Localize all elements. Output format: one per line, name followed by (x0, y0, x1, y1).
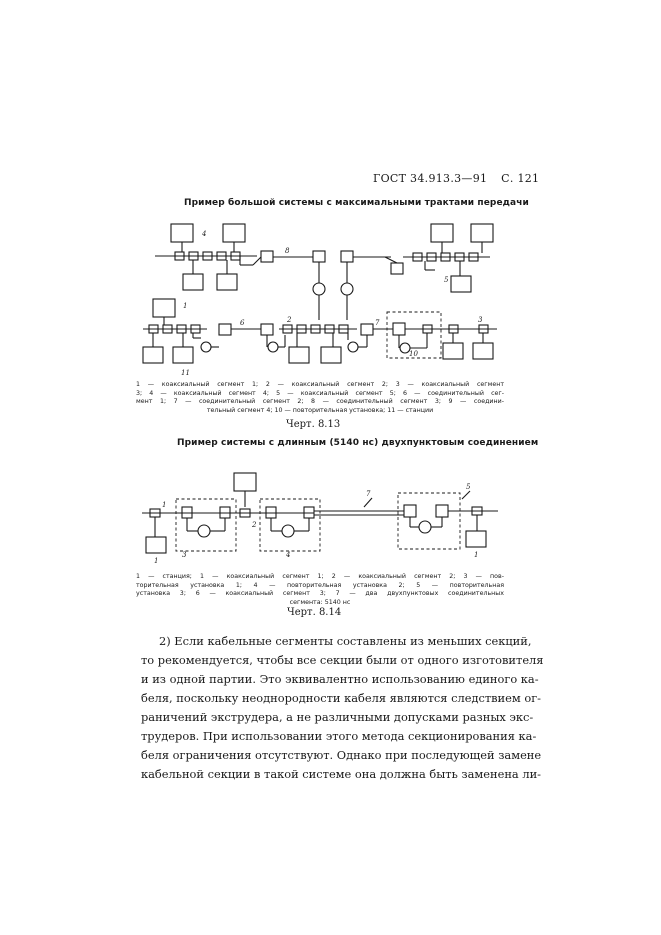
station-box (223, 224, 245, 242)
svg-text:3: 3 (478, 316, 483, 324)
standard-number: ГОСТ 34.913.3—91 (373, 172, 488, 185)
svg-text:7: 7 (375, 319, 380, 327)
svg-text:1: 1 (474, 551, 479, 559)
svg-text:7: 7 (366, 490, 371, 498)
station-box (183, 274, 203, 290)
station-box (451, 276, 471, 292)
repeater-box (261, 324, 273, 335)
caption-line: 3; 4 — коаксиальный сегмент 4; 5 — коаксиальный сегмент 5; 6 — соединительный сег- (136, 389, 504, 397)
caption-line: мент 1; 7 — соединительный сегмент 2; 8 — соединительный сегмент 3; 9 — соедини- (136, 398, 504, 406)
body-line: 2) Если кабельные сегменты составлены из меньших секций, (159, 634, 532, 648)
figure-8-13-title: Пример большой системы с максимальными трактами передачи (184, 198, 529, 208)
station-box (431, 224, 453, 242)
figure-8-14-caption (136, 573, 504, 607)
svg-text:1: 1 (154, 557, 159, 565)
svg-text:11: 11 (181, 369, 190, 377)
svg-text:4: 4 (286, 551, 291, 559)
station-box (234, 473, 256, 491)
station-box (217, 274, 237, 290)
caption-line: установка 3; 6 — коаксиальный сегмент 3; 7 — два двухпунктовых соединительных (136, 590, 504, 598)
station-box (153, 299, 175, 317)
svg-text:8: 8 (285, 247, 290, 255)
station-box (473, 343, 493, 359)
repeater-box (219, 324, 231, 335)
svg-text:3: 3 (182, 551, 187, 559)
station-box (321, 347, 341, 363)
station-box (466, 531, 486, 547)
station-box (289, 347, 309, 363)
svg-text:6: 6 (240, 319, 245, 327)
figure-8-14-diagram (136, 471, 506, 571)
repeater-box (436, 505, 448, 517)
svg-text:2: 2 (287, 316, 292, 324)
station-box (173, 347, 193, 363)
repeater-box (361, 324, 373, 335)
repeater-box (393, 323, 405, 335)
body-line: и из одной партии. Это эквивалентно использованию единого ка- (141, 672, 539, 686)
figure-8-14-title: Пример системы с длинным (5140 нс) двухпунктовым соединением (177, 438, 539, 448)
svg-text:1: 1 (162, 501, 167, 509)
svg-text:1: 1 (183, 302, 188, 310)
body-line: беля, поскольку неоднородности кабеля являются следствием ог- (141, 691, 542, 705)
page-number: С. 121 (501, 172, 540, 185)
figure-8-13-caption (136, 381, 504, 415)
body-line: то рекомендуется, чтобы все секции были от одного изготовителя (141, 653, 544, 667)
figure-8-13-label: Черт. 8.13 (286, 419, 341, 430)
repeater-box (404, 505, 416, 517)
svg-text:5: 5 (444, 276, 449, 284)
caption-line: 1 — станция; 1 — коаксиальный сегмент 1; 2 — коаксиальный сегмент 2; 3 — пов- (136, 573, 504, 580)
figure-8-14-label: Черт. 8.14 (287, 607, 342, 618)
repeater-box (313, 251, 325, 262)
svg-text:2: 2 (252, 521, 257, 529)
repeater-block (398, 493, 460, 549)
station-box (143, 347, 163, 363)
repeater-box (341, 251, 353, 262)
caption-line: тельный сегмент 4; 10 — повторительная установка; 11 — станции (206, 406, 434, 414)
repeater-box (391, 263, 403, 274)
page-header (373, 172, 549, 185)
body-line: беля ограничения отсутствуют. Однако при последующей замене (141, 748, 542, 762)
svg-text:5: 5 (466, 483, 471, 491)
body-line: трудеров. При использовании этого метода секционирования ка- (141, 729, 537, 743)
figure-8-13-diagram (135, 212, 510, 377)
label-4: 4 (202, 230, 207, 238)
caption-line: сегмента: 5140 нс (289, 598, 351, 606)
station-box (443, 343, 463, 359)
body-line: раничений экструдера, а не различными допусками разных экс- (141, 710, 534, 724)
station-box (171, 224, 193, 242)
station-box (471, 224, 493, 242)
caption-line: 1 — коаксиальный сегмент 1; 2 — коаксиальный сегмент 2; 3 — коаксиальный сегмент (136, 381, 504, 388)
svg-text:10: 10 (409, 350, 418, 358)
repeater-box (261, 251, 273, 262)
caption-line: торительная установка 1; 4 — повторительная установка 2; 5 — повторительная (136, 581, 504, 589)
body-line: кабельной секции в такой системе она должна быть заменена ли- (141, 767, 542, 781)
station-box (146, 537, 166, 553)
